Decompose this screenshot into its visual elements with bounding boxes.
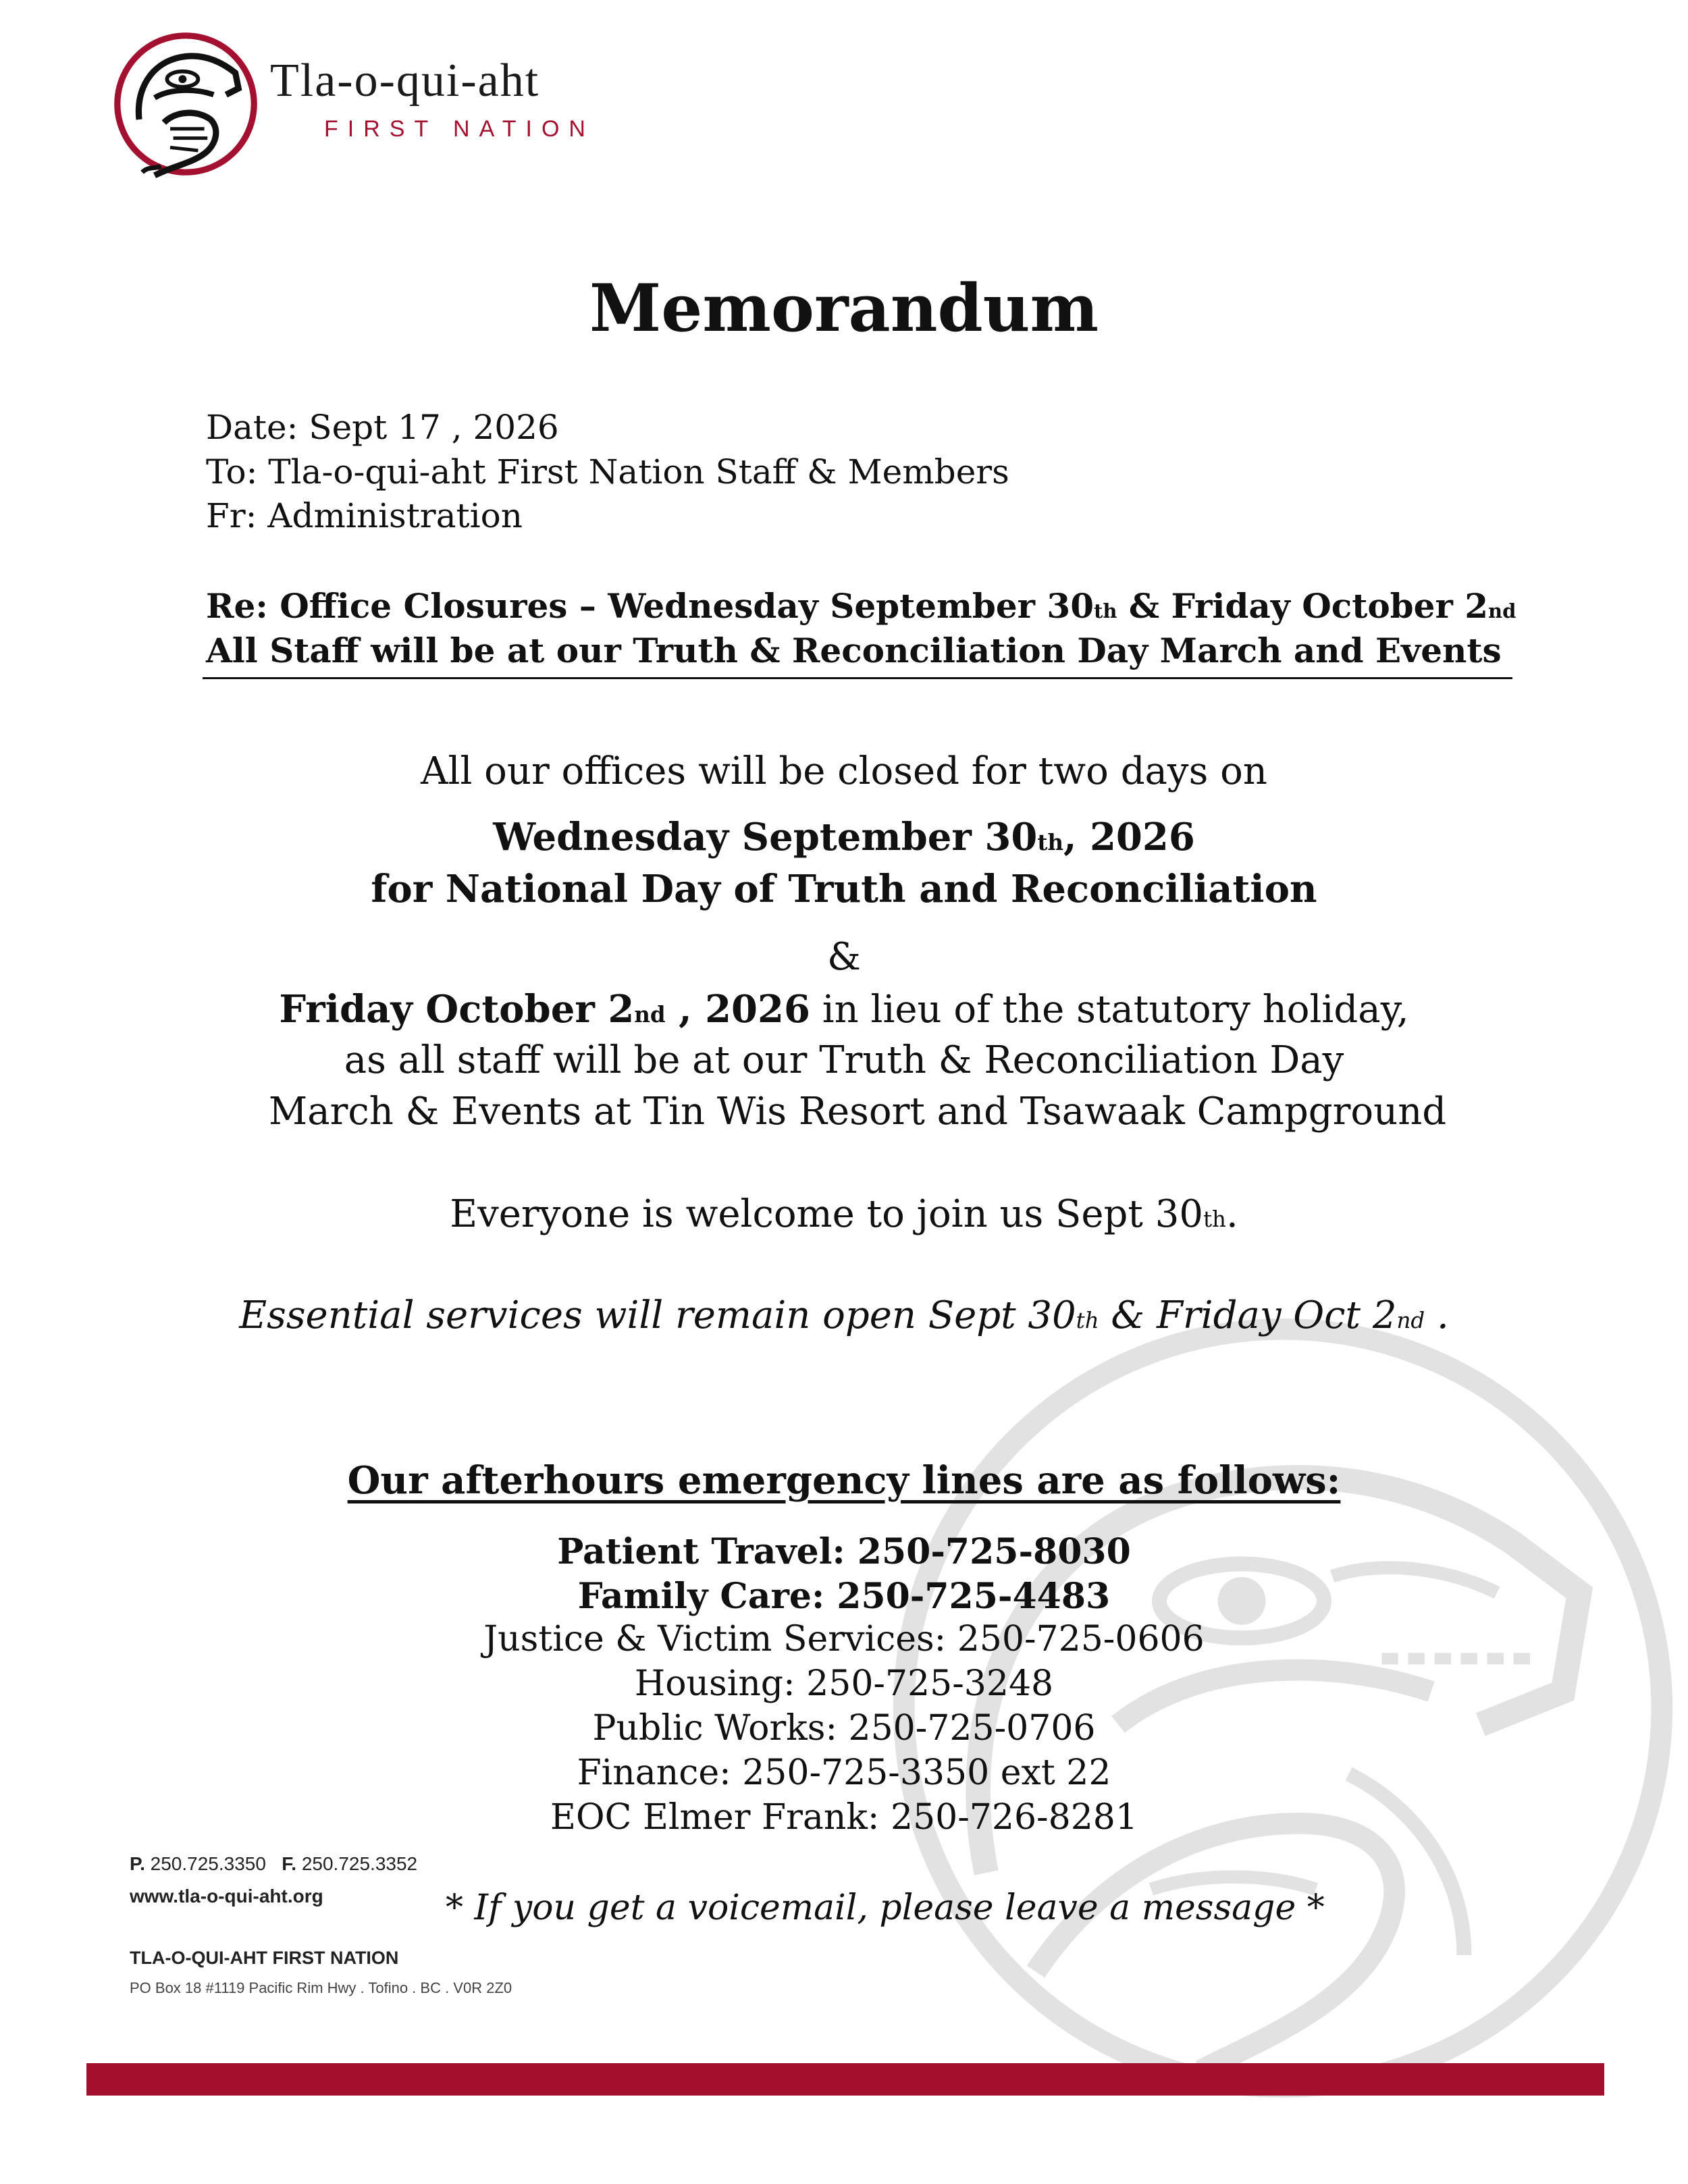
march-events-line: March & Events at Tin Wis Resort and Tsawaak Campground — [268, 1090, 1447, 1134]
footer-accent-bar — [86, 2063, 1604, 2096]
footer-phone-fax: P. 250.725.3350 F. 250.725.3352 — [130, 1853, 418, 1874]
footer-org-name: TLA-O-QUI-AHT FIRST NATION — [130, 1948, 399, 1968]
emergency-heading: Our afterhours emergency lines are as follows: — [347, 1458, 1341, 1503]
organization-name: Tla-o-qui-aht — [270, 55, 540, 107]
contact-line: Justice & Victim Services: 250-725-0606 — [483, 1619, 1205, 1659]
contact-line: Family Care: 250-725-4483 — [577, 1576, 1111, 1617]
footer-website-link[interactable]: www.tla-o-qui-aht.org — [130, 1886, 323, 1907]
date-line: Date: Sept 17 , 2026 — [206, 408, 559, 447]
contact-line: EOC Elmer Frank: 250-726-8281 — [550, 1797, 1138, 1838]
intro-line: All our offices will be closed for two days on — [421, 749, 1267, 793]
organization-subtitle: FIRST NATION — [324, 116, 595, 142]
ndtr-line: for National Day of Truth and Reconciliation — [371, 867, 1317, 911]
friday-line: Friday October 2nd , 2026 in lieu of the statutory holiday, — [279, 987, 1409, 1032]
memo-title: Memorandum — [589, 270, 1099, 346]
contact-line: Public Works: 250-725-0706 — [592, 1708, 1096, 1749]
welcome-line: Everyone is welcome to join us Sept 30th. — [450, 1192, 1238, 1236]
footer-address: PO Box 18 #1119 Pacific Rim Hwy . Tofino . BC . V0R 2Z0 — [130, 1979, 512, 1996]
re-line: Re: Office Closures – Wednesday September 30th & Friday October 2nd — [206, 586, 1516, 626]
staff-line: as all staff will be at our Truth & Reconciliation Day — [344, 1038, 1344, 1082]
wednesday-line: Wednesday September 30th, 2026 — [493, 815, 1195, 859]
header-divider — [203, 677, 1512, 679]
re-subject-line: All Staff will be at our Truth & Reconciliation Day March and Events — [206, 631, 1502, 670]
to-line: To: Tla-o-qui-aht First Nation Staff & Members — [206, 452, 1009, 491]
from-line: Fr: Administration — [206, 496, 523, 535]
essential-services-line: Essential services will remain open Sept 30th & Friday Oct 2nd . — [239, 1294, 1449, 1337]
ampersand: & — [827, 935, 861, 979]
voicemail-note: * If you get a voicemail, please leave a message * — [446, 1888, 1325, 1928]
contact-line: Finance: 250-725-3350 ext 22 — [577, 1753, 1111, 1793]
contact-line: Patient Travel: 250-725-8030 — [557, 1531, 1131, 1572]
serpent-logo-icon — [108, 26, 263, 182]
contact-line: Housing: 250-725-3248 — [634, 1663, 1054, 1704]
